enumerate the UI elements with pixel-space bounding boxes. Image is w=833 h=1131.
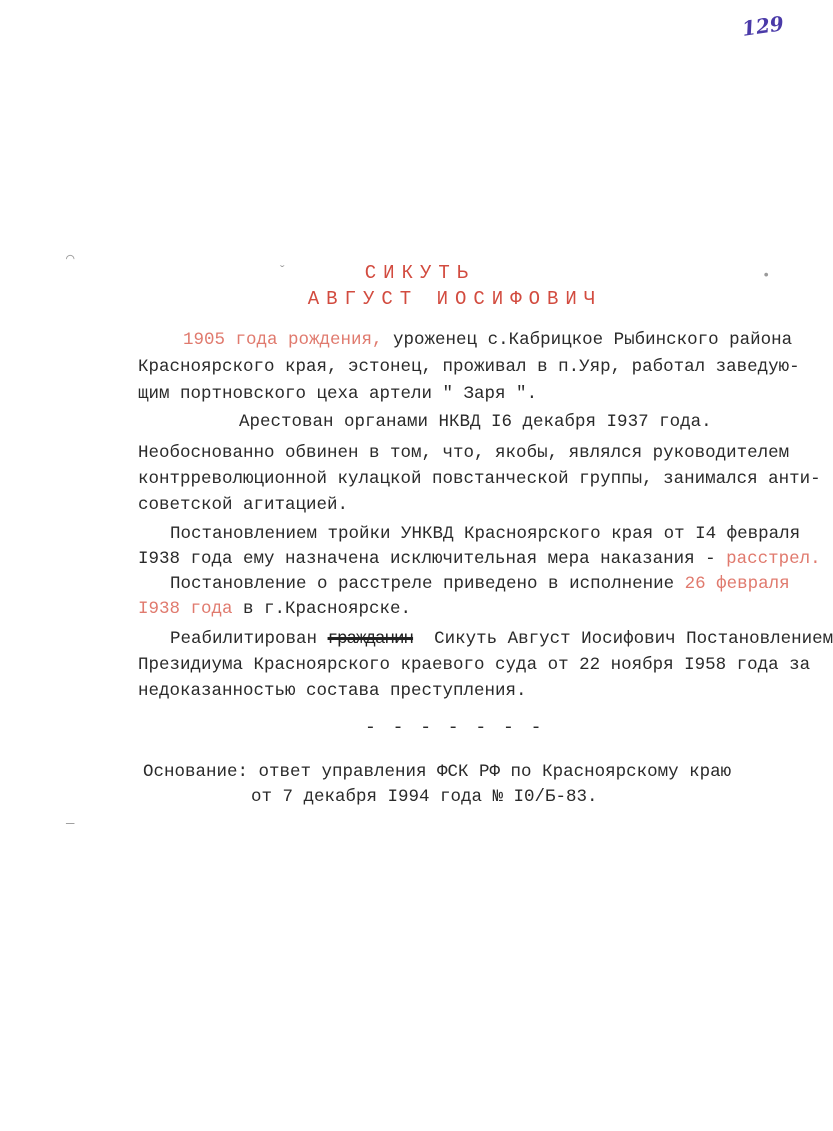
rehab-text: Реабилитирован bbox=[170, 629, 318, 649]
birthplace-text: уроженец с.Кабрицкое Рыбинского района bbox=[382, 330, 793, 350]
title-surname: СИКУТЬ bbox=[364, 262, 476, 284]
rehab-line bbox=[170, 629, 833, 649]
execution-date: 26 февраля bbox=[674, 574, 790, 594]
sentence-line bbox=[170, 574, 790, 594]
paragraph-line: Красноярского края, эстонец, проживал в п.Уяр, работал заведую- bbox=[138, 357, 800, 377]
basis-line: Основание: ответ управления ФСК РФ по Красноярскому краю bbox=[143, 762, 732, 782]
rehab-line: Президиума Красноярского краевого суда от 22 ноября I958 года за bbox=[138, 655, 811, 675]
accusation-line: контрреволюционной кулацкой повстанческой группы, занимался анти- bbox=[138, 469, 821, 489]
paragraph-birth-line bbox=[183, 330, 792, 350]
sentence-text: Постановление о расстреле приведено в исполнение bbox=[170, 574, 675, 594]
margin-mark: ˇ bbox=[278, 264, 287, 280]
birth-year-text: 1905 года рождения, bbox=[183, 330, 383, 350]
execution-year: I938 года bbox=[138, 599, 233, 619]
paragraph-line: щим портновского цеха артели " Заря ". bbox=[138, 384, 538, 404]
title-name: АВГУСТ ИОСИФОВИЧ bbox=[307, 288, 603, 310]
accusation-line: советской агитацией. bbox=[138, 495, 349, 515]
struck-word: гражданин bbox=[327, 629, 414, 649]
margin-mark: ⌒ bbox=[66, 251, 75, 267]
sentence-line bbox=[138, 599, 411, 619]
margin-mark: • bbox=[762, 268, 771, 284]
sentence-text: в г.Красноярске. bbox=[232, 599, 412, 619]
arrest-line: Арестован органами НКВД I6 декабря I937 года. bbox=[239, 412, 712, 432]
sentence-line bbox=[138, 549, 821, 569]
rehab-line: недоказанностью состава преступления. bbox=[138, 681, 527, 701]
page-number: 129 bbox=[740, 11, 786, 41]
sentence-text: I938 года ему назначена исключительная мера наказания - bbox=[138, 549, 716, 569]
basis-line: от 7 декабря I994 года № I0/Б-83. bbox=[251, 787, 598, 807]
separator: - - - - - - - bbox=[365, 718, 545, 738]
accusation-line: Необоснованно обвинен в том, что, якобы, являлся руководителем bbox=[138, 443, 790, 463]
rehab-text: Сикуть Август Иосифович Постановлением bbox=[434, 629, 833, 649]
margin-mark: — bbox=[66, 816, 75, 832]
sentence-line: Постановлением тройки УНКВД Красноярского края от I4 февраля bbox=[170, 524, 801, 544]
execution-word: расстрел. bbox=[715, 549, 821, 569]
